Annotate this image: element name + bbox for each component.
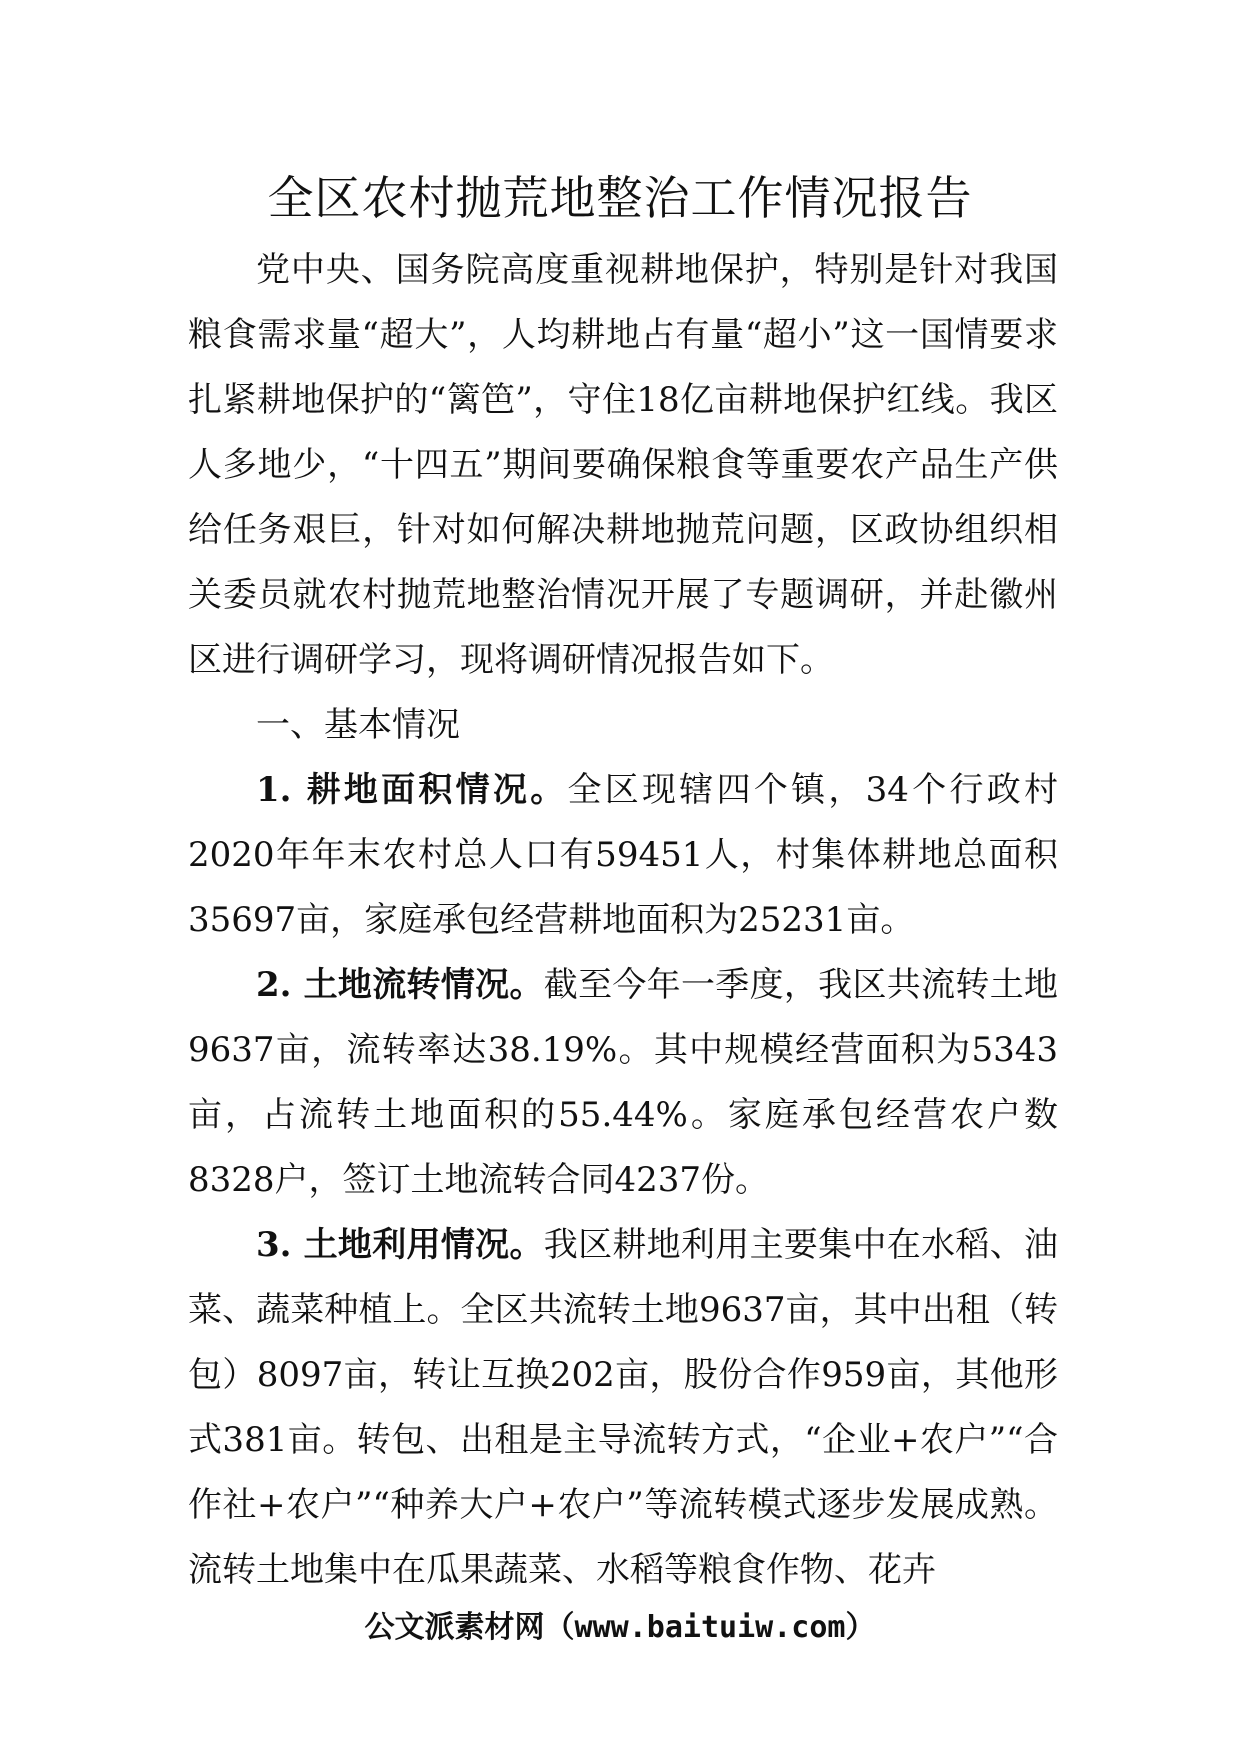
item-lead-3: 3. 土地利用情况。: [256, 1225, 544, 1265]
item-paragraph-3: [188, 1213, 1058, 1603]
footer-url: （www.baituiw.com）: [544, 1610, 876, 1645]
intro-paragraph: 党中央、国务院高度重视耕地保护，特别是针对我国粮食需求量“超大”，人均耕地占有量“超小”这一国情要求扎紧耕地保护的“篱笆”，守住18亿亩耕地保护红线。我区人多地少，“十四五”期间要确保粮食等重要农产品生产供给任务艰巨，针对如何解决耕地抛荒问题，区政协组织相关委员就农村抛荒地整治情况开展了专题调研，并赴徽州区进行调研学习，现将调研情况报告如下。: [188, 250, 1058, 680]
document-title: 全区农村抛荒地整治工作情况报告: [267, 171, 973, 225]
item-lead-1: 1. 耕地面积情况。: [256, 770, 568, 810]
item-lead-2: 2. 土地流转情况。: [256, 965, 544, 1005]
watermark-footer: [0, 1608, 1240, 1648]
footer-site-name: 公文派素材网: [364, 1610, 545, 1645]
item-text-1: 全区现辖四个镇，34个行政村2020年年末农村总人口有59451人，村集体耕地总面积35697亩，家庭承包经营耕地面积为25231亩。: [188, 770, 1058, 940]
document-body: [188, 238, 1058, 1603]
section-heading: 一、基本情况: [256, 705, 460, 745]
item-text-3: 我区耕地利用主要集中在水稻、油菜、蔬菜种植上。全区共流转土地9637亩，其中出租（转包）8097亩，转让互换202亩，股份合作959亩，其他形式381亩。转包、出租是主导流转方式，“企业+农户”“合作社+农户”“种养大户+农户”等流转模式逐步发展成熟。流转土地集中在瓜果蔬菜、水稻等粮食作物、花卉: [188, 1225, 1059, 1590]
item-paragraph-2: [188, 953, 1058, 1213]
item-text-2: 截至今年一季度，我区共流转土地9637亩，流转率达38.19%。其中规模经营面积为5343亩，占流转土地面积的55.44%。家庭承包经营农户数8328户，签订土地流转合同4237份。: [188, 965, 1059, 1200]
item-paragraph-1: [188, 758, 1058, 953]
